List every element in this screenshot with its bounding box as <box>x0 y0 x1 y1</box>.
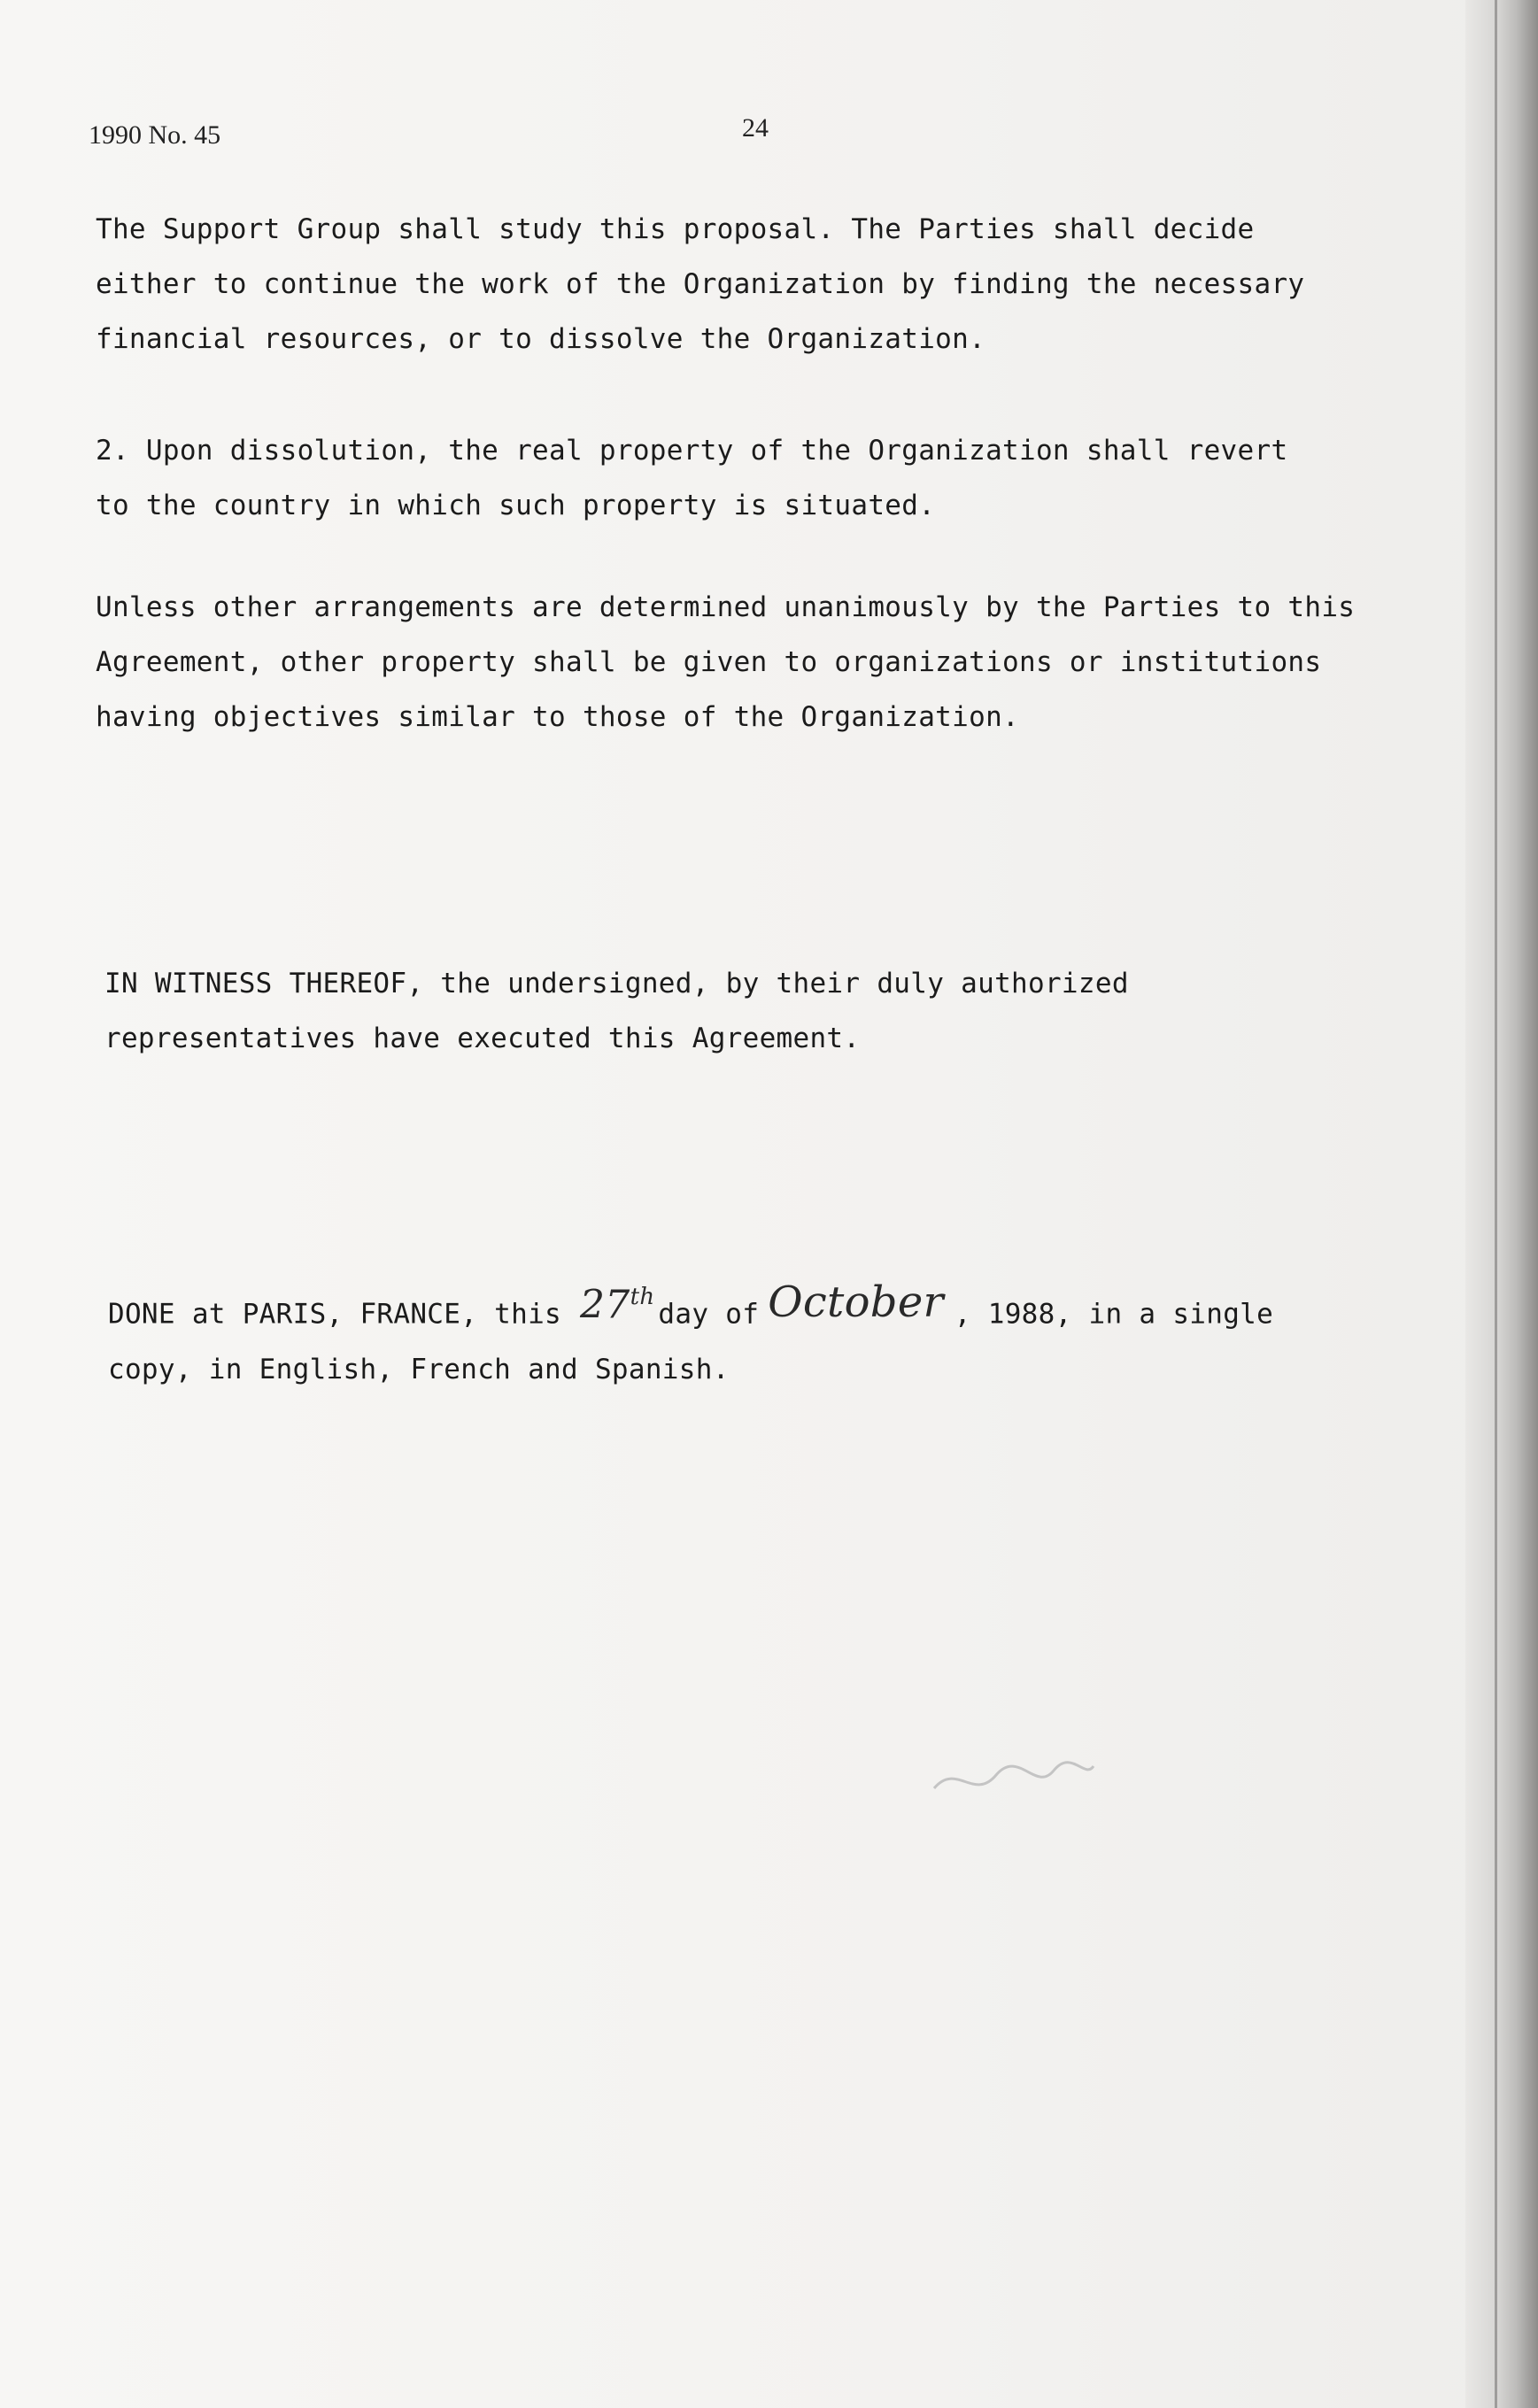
text-line: Agreement, other property shall be given to organizations or institutions <box>96 646 1322 678</box>
handwritten-day-number: 27 <box>580 1282 630 1328</box>
handwritten-day <box>580 1270 654 1333</box>
paragraph-other-property <box>96 580 1441 745</box>
paragraph-witness <box>104 956 1450 1066</box>
text-line: IN WITNESS THEREOF, the undersigned, by their duly authorized <box>104 968 1129 999</box>
handwritten-day-suffix: th <box>630 1284 655 1310</box>
page-edge-line <box>1495 0 1497 2408</box>
page-number: 24 <box>742 113 769 143</box>
page-binding-shadow <box>1465 0 1538 2408</box>
done-prefix: DONE at PARIS, FRANCE, this <box>108 1298 562 1331</box>
done-middle: day of <box>658 1298 760 1331</box>
handwritten-month: October <box>768 1277 944 1327</box>
text-line: 2. Upon dissolution, the real property of the Organization shall revert <box>96 435 1288 467</box>
text-line: having objectives similar to those of the Organization. <box>96 701 1019 733</box>
text-line: The Support Group shall study this proposal. The Parties shall decide <box>96 213 1255 245</box>
document-reference: 1990 No. 45 <box>89 120 221 150</box>
done-suffix: , 1988, in a single <box>954 1298 1274 1331</box>
text-line: Unless other arrangements are determined unanimously by the Parties to this <box>96 591 1356 623</box>
paragraph-dissolution <box>96 423 1441 533</box>
text-line: financial resources, or to dissolve the Organization. <box>96 323 986 355</box>
text-line: representatives have executed this Agreement. <box>104 1023 861 1054</box>
text-line: to the country in which such property is situated. <box>96 490 936 521</box>
paragraph-support-group <box>96 202 1441 367</box>
paragraph-done-at <box>108 1275 1454 1397</box>
show-through-scribble <box>930 1753 1098 1806</box>
done-line <box>108 1275 1454 1342</box>
text-line: either to continue the work of the Organization by finding the necessary <box>96 268 1305 300</box>
text-line: copy, in English, French and Spanish. <box>108 1353 730 1385</box>
